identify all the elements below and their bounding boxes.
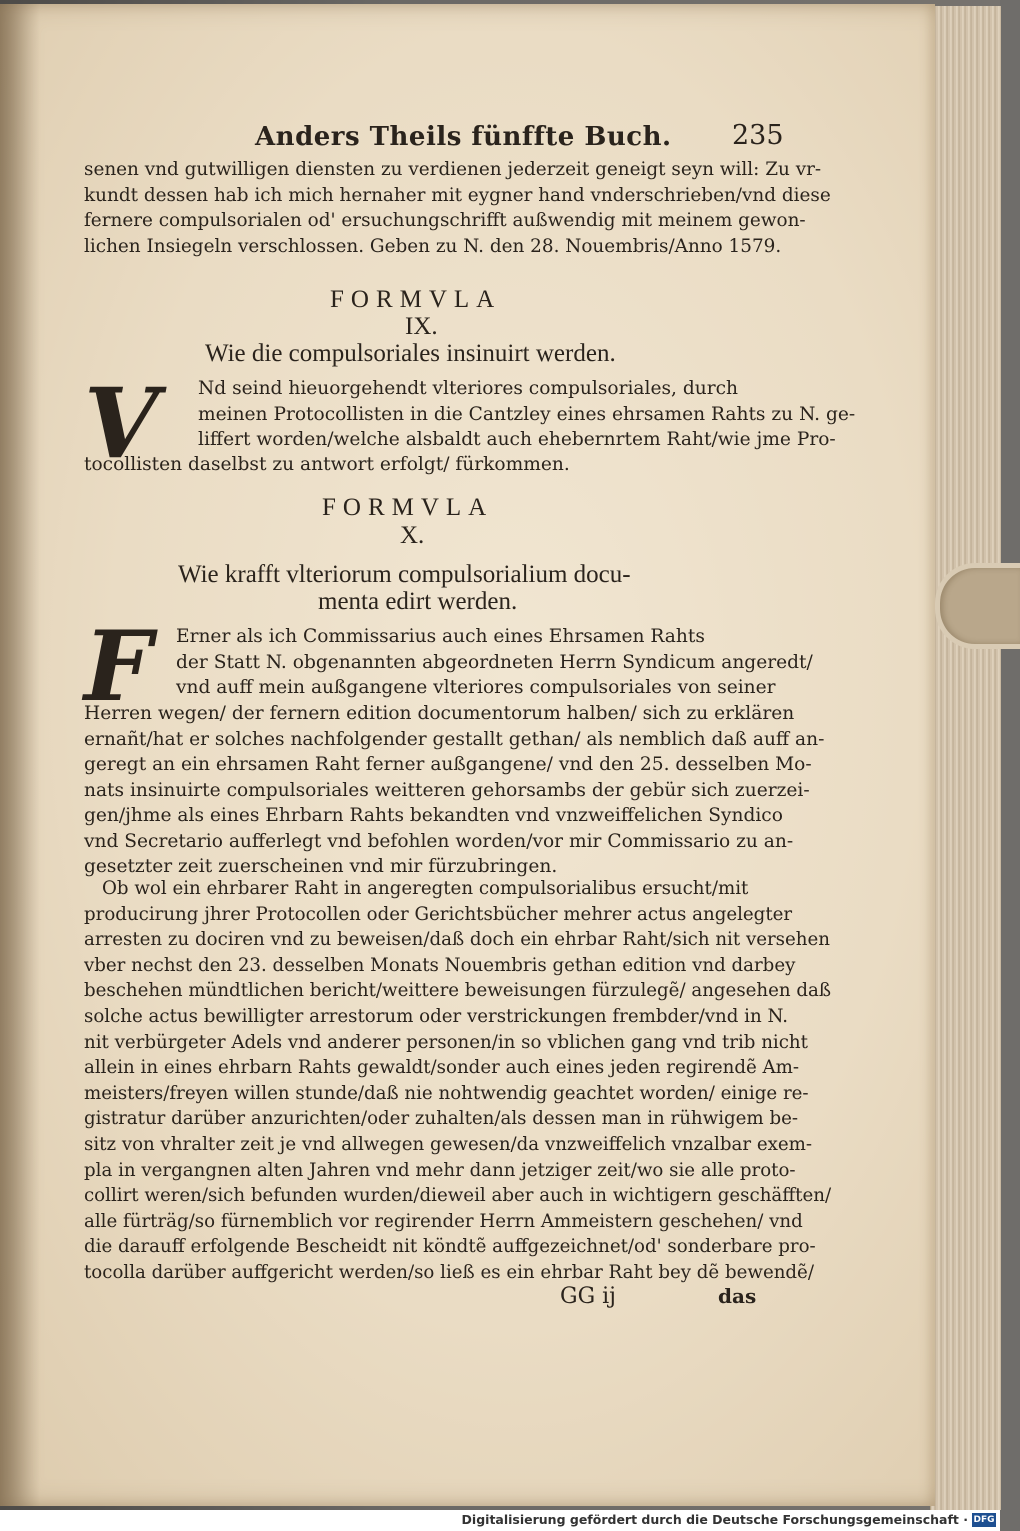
text-line: gesetzter zeit zuerscheinen vnd mir fürzubringen. bbox=[84, 856, 558, 877]
text-line: liffert worden/welche alsbaldt auch ehebernrtem Raht/wie jme Pro- bbox=[198, 429, 836, 450]
funding-credit: Digitalisierung gefördert durch die Deutsche Forschungsgemeinschaft · bbox=[461, 1512, 968, 1527]
formula-title-10-line2: menta edirt werden. bbox=[318, 588, 518, 615]
dfg-logo: DFG bbox=[973, 1515, 995, 1525]
text-line: der Statt N. obgenannten abgeordneten Herrn Syndicum angeredt/ bbox=[176, 651, 813, 673]
formula-title-10-line1: Wie krafft vlteriorum compulsorialium docu- bbox=[178, 561, 631, 588]
book-page-edges bbox=[930, 6, 1001, 1510]
formula-label-10: FORMVLA bbox=[322, 494, 494, 521]
text-line: beschehen mündtlichen bericht/weittere beweisungen fürzulegẽ/ angesehen daß bbox=[84, 980, 832, 1002]
gutter-shadow bbox=[0, 4, 40, 1506]
digitization-footer bbox=[0, 1510, 1000, 1531]
text-line: senen vnd gutwilligen diensten zu verdienen jederzeit geneigt seyn will: Zu vr- bbox=[84, 159, 822, 180]
text-line: vnd auff mein außgangene vlteriores compulsoriales von seiner bbox=[176, 677, 776, 698]
formula-title-9: Wie die compulsoriales insinuirt werden. bbox=[205, 340, 616, 367]
paragraph-closing-letter bbox=[84, 157, 831, 259]
text-line: collirt weren/sich befunden wurden/dieweil aber auch in wichtigern geschäfften/ bbox=[84, 1185, 832, 1207]
text-line: kundt dessen hab ich mich hernaher mit eygner hand vnderschrieben/vnd diese bbox=[84, 184, 831, 206]
text-line: Erner als ich Commissarius auch eines Ehrsamen Rahts bbox=[176, 626, 705, 647]
text-line: tocolla darüber auffgericht werden/so ließ es ein ehrbar Raht bey dẽ bewendẽ/ bbox=[84, 1261, 814, 1283]
text-line: pla in vergangnen alten Jahren vnd mehr dann jetziger zeit/wo sie alle proto- bbox=[84, 1159, 796, 1181]
text-line: geregt an ein ehrsamen Raht ferner außgangene/ vnd den 25. desselben Mo- bbox=[84, 754, 812, 775]
text-line: meisters/freyen willen stunde/daß nie nohtwendig geachtet worden/ einige re- bbox=[84, 1082, 809, 1104]
book-page bbox=[0, 4, 935, 1506]
paragraph-formula-9-part1 bbox=[198, 376, 856, 453]
page-number: 235 bbox=[732, 120, 784, 151]
text-line: sitz von vhralter zeit je vnd allwegen gewesen/da vnzweiffelich vnzalbar exem- bbox=[84, 1133, 813, 1155]
ribbon-loop bbox=[935, 563, 1020, 649]
formula-number-9: IX. bbox=[405, 313, 438, 340]
text-line: arresten zu dociren vnd zu beweisen/daß doch ein ehrbar Raht/sich nit versehen bbox=[84, 929, 830, 951]
text-line: fernere compulsorialen od' ersuchungschrifft außwendig mit meinem gewon- bbox=[84, 210, 806, 231]
text-line: nats insinuirte compulsoriales weitteren gehorsambs der gebür sich zuerzei- bbox=[84, 779, 810, 801]
formula-label-9: FORMVLA bbox=[330, 286, 502, 313]
paragraph-formula-10-part2 bbox=[84, 701, 825, 880]
text-line: producirung jhrer Protocollen oder Gerichtsbücher mehrer actus angelegter bbox=[84, 903, 793, 925]
text-line: tocollisten daselbst zu antwort erfolgt/ fürkommen. bbox=[84, 454, 570, 475]
text-line: meinen Protocollisten in die Cantzley eines ehrsamen Rahts zu N. ge- bbox=[198, 403, 856, 425]
text-line: ernañt/hat er solches nachfolgender gestallt gethan/ als nemblich daß auff an- bbox=[84, 728, 825, 750]
text-line: alle fürträg/so fürnemblich vor regirender Herrn Ammeistern geschehen/ vnd bbox=[84, 1210, 803, 1232]
text-line: die darauff erfolgende Bescheidt nit köndtẽ auffgezeichnet/od' sonderbare pro- bbox=[84, 1236, 816, 1258]
text-line: vnd Secretario aufferlegt vnd befohlen worden/vor mir Commissario zu an- bbox=[84, 830, 794, 852]
paragraph-formula-10-part1 bbox=[176, 624, 813, 701]
text-line: gen/jhme als eines Ehrbarn Rahts bekandten vnd vnzweiffelichen Syndico bbox=[84, 805, 783, 826]
text-line: Ob wol ein ehrbarer Raht in angeregten compulsorialibus ersucht/mit bbox=[102, 878, 749, 899]
catchword: das bbox=[718, 1284, 757, 1308]
text-line: Herren wegen/ der fernern edition documentorum halben/ sich zu erklären bbox=[84, 703, 795, 724]
paragraph-formula-9-part2 bbox=[84, 452, 774, 478]
text-line: solche actus bewilligter arrestorum oder verstrickungen frembder/vnd in N. bbox=[84, 1005, 788, 1027]
signature-mark: GG ij bbox=[560, 1284, 616, 1309]
text-line: nit verbürgeter Adels vnd anderer personen/in so vblichen gang vnd trib nicht bbox=[84, 1031, 808, 1053]
text-line: allein in eines ehrbarn Rahts gewaldt/sonder auch eines jeden regirendẽ Am- bbox=[84, 1057, 800, 1079]
formula-number-10: X. bbox=[400, 522, 425, 549]
drop-initial-v: V bbox=[84, 367, 159, 480]
paragraph-main-argument bbox=[84, 876, 832, 1286]
running-head: Anders Theils fünffte Buch. bbox=[255, 122, 672, 152]
text-line: lichen Insiegeln verschlossen. Geben zu N. den 28. Nouembris/Anno 1579. bbox=[84, 235, 782, 257]
text-line: gistratur darüber anzurichten/oder zuhalten/als dessen man in rühwigem be- bbox=[84, 1108, 798, 1130]
drop-initial-f: F bbox=[84, 610, 153, 723]
text-line: Nd seind hieuorgehendt vlteriores compulsoriales, durch bbox=[198, 378, 738, 399]
text-line: vber nechst den 23. desselben Monats Nouembris gethan edition vnd darbey bbox=[84, 954, 796, 976]
